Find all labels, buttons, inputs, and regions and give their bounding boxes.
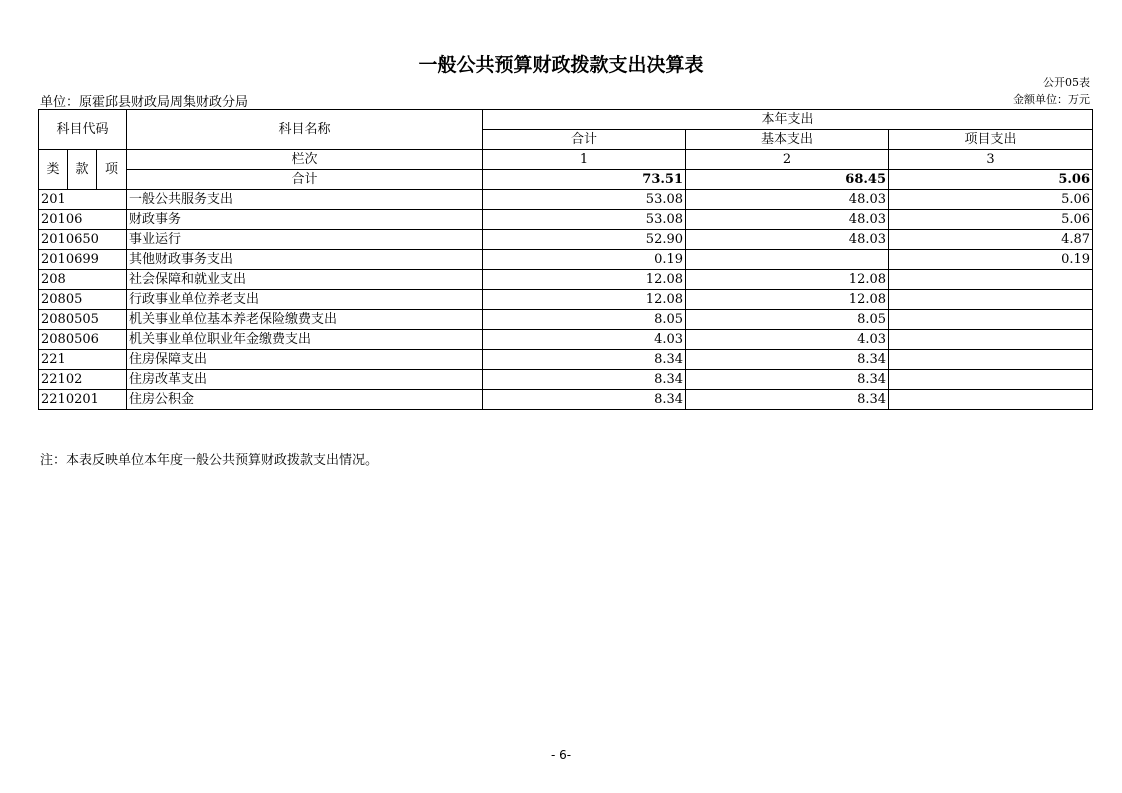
row-basic: 8.34 [686, 350, 889, 370]
header-col2: 2 [686, 150, 889, 170]
row-code: 2010699 [39, 250, 127, 270]
table-row [39, 250, 1093, 270]
table-row [39, 390, 1093, 410]
table-row [39, 210, 1093, 230]
table-number: 公开05表 [1043, 76, 1090, 89]
row-project: 4.87 [889, 230, 1093, 250]
row-project [889, 310, 1093, 330]
row-project [889, 350, 1093, 370]
row-basic: 12.08 [686, 290, 889, 310]
row-total: 12.08 [483, 270, 686, 290]
row-name: 财政事务 [127, 210, 483, 230]
footnote: 注：本表反映单位本年度一般公共预算财政拨款支出情况。 [40, 453, 379, 468]
row-name: 住房保障支出 [127, 350, 483, 370]
total-project: 5.06 [889, 170, 1093, 190]
header-lei: 类 [39, 150, 68, 190]
table-row [39, 230, 1093, 250]
row-name: 其他财政事务支出 [127, 250, 483, 270]
header-col3: 3 [889, 150, 1093, 170]
table-row [39, 310, 1093, 330]
row-basic: 48.03 [686, 210, 889, 230]
row-name: 机关事业单位基本养老保险缴费支出 [127, 310, 483, 330]
row-code: 208 [39, 270, 127, 290]
page-title: 一般公共预算财政拨款支出决算表 [418, 54, 704, 76]
table-row [39, 350, 1093, 370]
row-total: 8.05 [483, 310, 686, 330]
header-xiang: 项 [97, 150, 127, 190]
row-code: 2080506 [39, 330, 127, 350]
row-total: 4.03 [483, 330, 686, 350]
table-row [39, 370, 1093, 390]
row-name: 社会保障和就业支出 [127, 270, 483, 290]
row-code: 20106 [39, 210, 127, 230]
header-column-seq: 栏次 [127, 150, 483, 170]
row-code: 201 [39, 190, 127, 210]
header-kuan: 款 [68, 150, 97, 190]
row-basic: 48.03 [686, 190, 889, 210]
header-current-year: 本年支出 [483, 110, 1093, 130]
row-project: 5.06 [889, 210, 1093, 230]
row-code: 2080505 [39, 310, 127, 330]
total-basic: 68.45 [686, 170, 889, 190]
header-code: 科目代码 [39, 110, 127, 150]
row-basic: 4.03 [686, 330, 889, 350]
row-basic: 8.34 [686, 390, 889, 410]
table-row [39, 270, 1093, 290]
unit-label: 单位：原霍邱县财政局周集财政分局 [40, 95, 249, 110]
row-code: 221 [39, 350, 127, 370]
row-total: 0.19 [483, 250, 686, 270]
table-row [39, 290, 1093, 310]
total-total: 73.51 [483, 170, 686, 190]
row-project: 0.19 [889, 250, 1093, 270]
row-project: 5.06 [889, 190, 1093, 210]
row-basic [686, 250, 889, 270]
row-code: 2210201 [39, 390, 127, 410]
row-total: 8.34 [483, 370, 686, 390]
row-project [889, 270, 1093, 290]
row-total: 8.34 [483, 390, 686, 410]
row-basic: 8.05 [686, 310, 889, 330]
total-row [39, 170, 1093, 190]
row-project [889, 330, 1093, 350]
header-row-3 [39, 150, 1093, 170]
table-row [39, 330, 1093, 350]
page-number: - 6- [550, 748, 572, 762]
row-total: 52.90 [483, 230, 686, 250]
total-label: 合计 [127, 170, 483, 190]
row-name: 一般公共服务支出 [127, 190, 483, 210]
row-name: 住房公积金 [127, 390, 483, 410]
row-project [889, 390, 1093, 410]
expenditure-table [38, 109, 1093, 410]
table-row [39, 190, 1093, 210]
row-code: 2010650 [39, 230, 127, 250]
row-name: 事业运行 [127, 230, 483, 250]
row-project [889, 290, 1093, 310]
row-basic: 48.03 [686, 230, 889, 250]
row-total: 12.08 [483, 290, 686, 310]
header-col1: 1 [483, 150, 686, 170]
amount-unit-label: 金额单位：万元 [1013, 93, 1090, 106]
header-basic: 基本支出 [686, 130, 889, 150]
row-total: 53.08 [483, 210, 686, 230]
row-project [889, 370, 1093, 390]
row-name: 行政事业单位养老支出 [127, 290, 483, 310]
row-basic: 12.08 [686, 270, 889, 290]
row-code: 22102 [39, 370, 127, 390]
row-name: 住房改革支出 [127, 370, 483, 390]
row-total: 8.34 [483, 350, 686, 370]
header-row-1 [39, 110, 1093, 130]
row-total: 53.08 [483, 190, 686, 210]
header-name: 科目名称 [127, 110, 483, 150]
row-code: 20805 [39, 290, 127, 310]
row-basic: 8.34 [686, 370, 889, 390]
header-total: 合计 [483, 130, 686, 150]
row-name: 机关事业单位职业年金缴费支出 [127, 330, 483, 350]
header-project: 项目支出 [889, 130, 1093, 150]
